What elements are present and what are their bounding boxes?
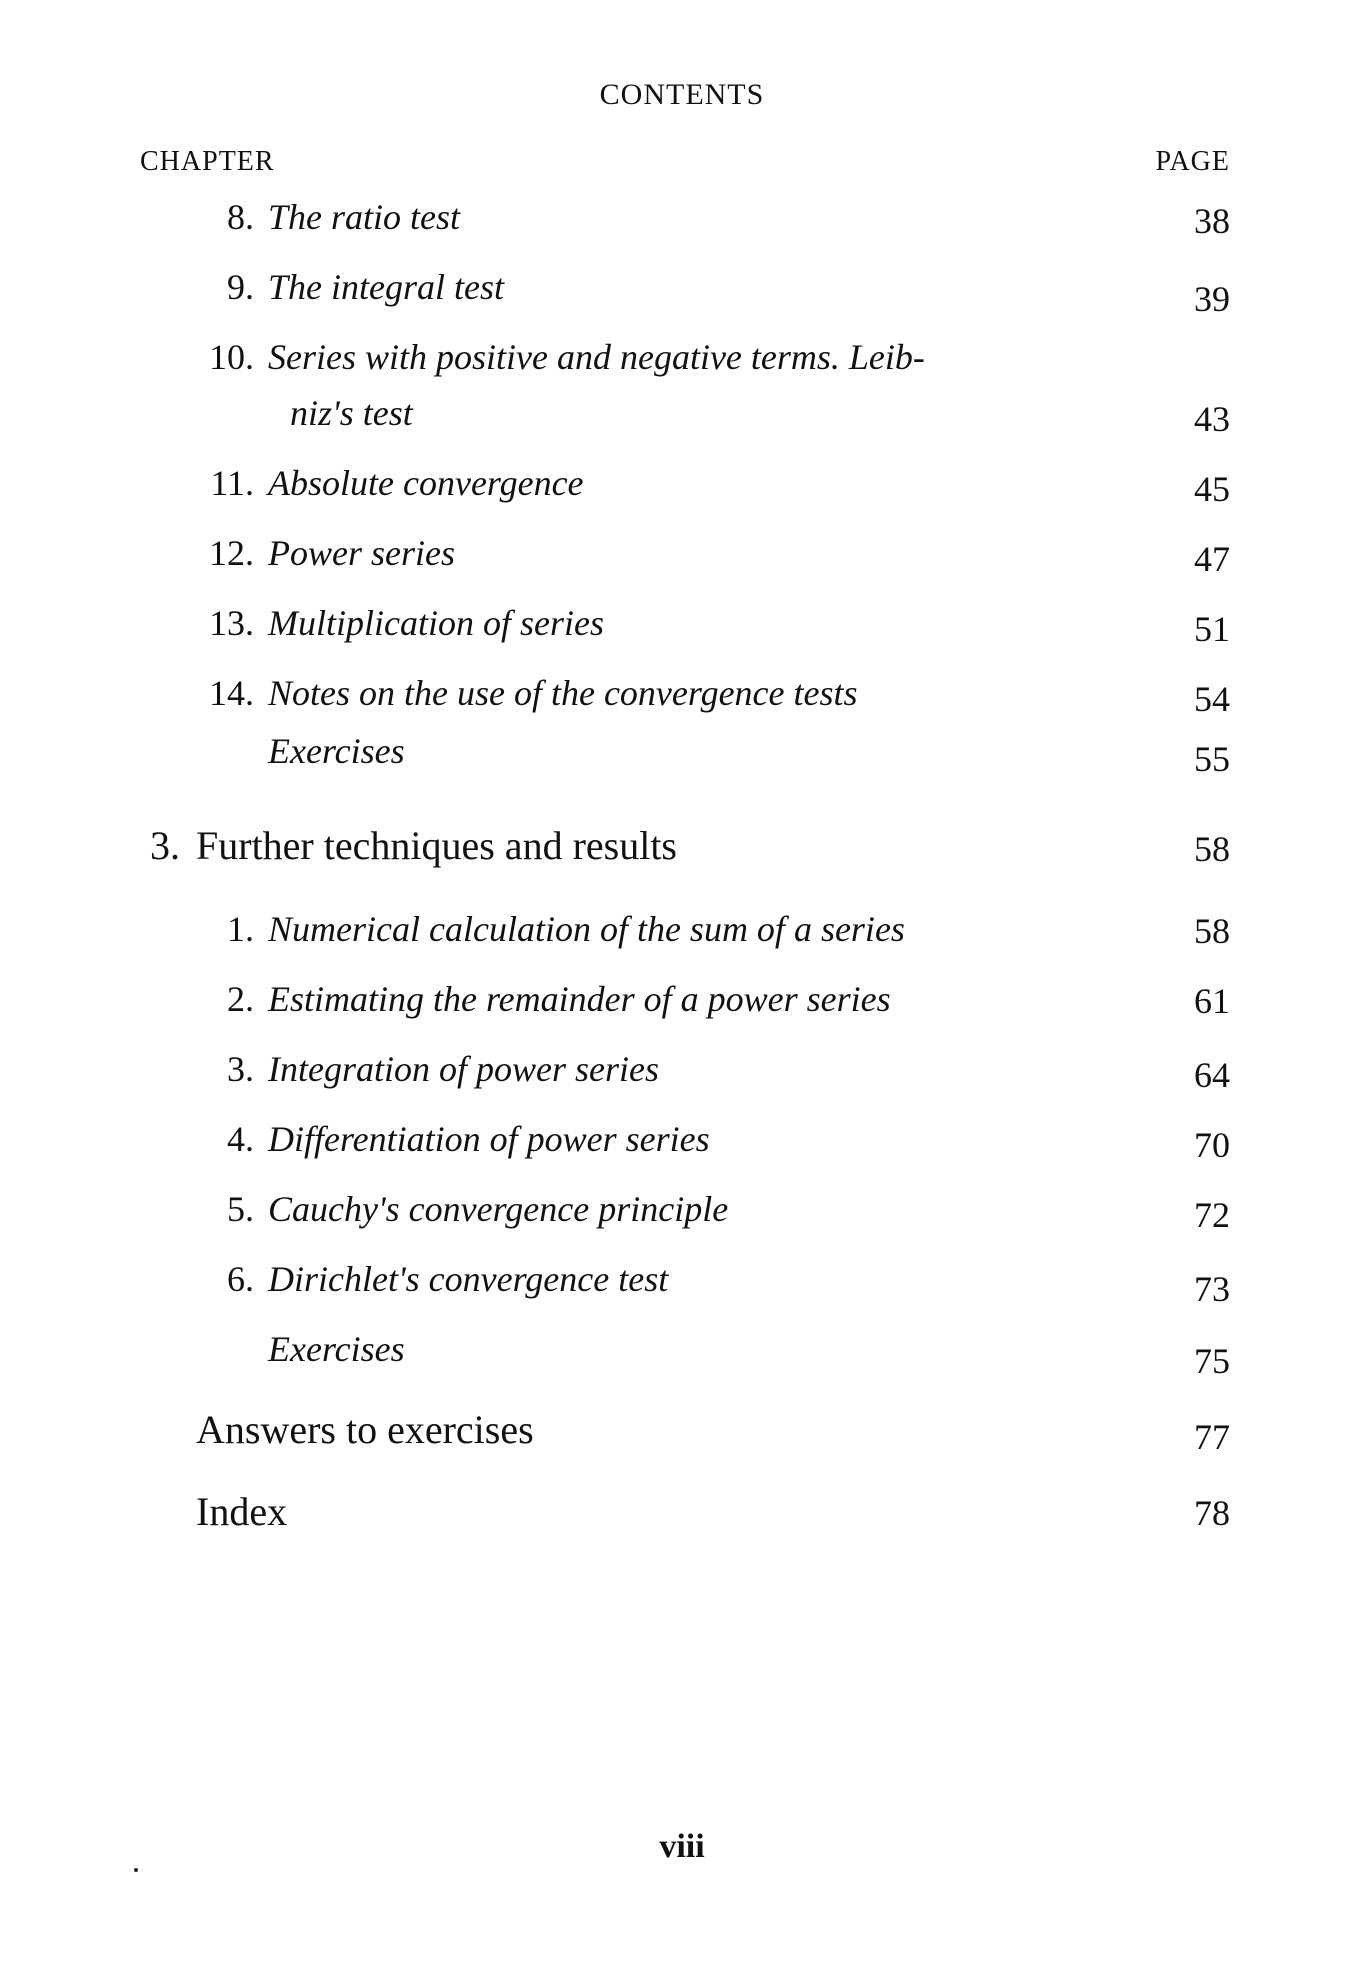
section-number: 9.	[227, 267, 254, 307]
section-number: 4.	[227, 1119, 254, 1159]
section-title: Numerical calculation of the sum of a series	[268, 909, 905, 949]
section-title: The integral test	[268, 267, 504, 307]
section-number: 8.	[227, 197, 254, 237]
section-number: 10.	[209, 337, 254, 377]
toc-entry[interactable]	[0, 1258, 1364, 1308]
section-number: 14.	[209, 673, 254, 713]
page-number: 54	[1194, 679, 1230, 719]
page-number: 51	[1194, 609, 1230, 649]
section-title: Power series	[268, 533, 455, 573]
toc-entry[interactable]	[0, 196, 1364, 246]
chapter-number: 3.	[150, 823, 180, 868]
section-title: Exercises	[268, 731, 405, 771]
back-matter-title: Index	[196, 1489, 288, 1534]
section-title: Absolute convergence	[268, 463, 584, 503]
toc-entry[interactable]	[0, 672, 1364, 722]
page-number: 64	[1194, 1055, 1230, 1095]
page-number: 43	[1194, 399, 1230, 439]
toc-entry[interactable]	[0, 266, 1364, 319]
toc-entry[interactable]	[0, 1048, 1364, 1098]
section-number: 1.	[227, 909, 254, 949]
section-number: 13.	[209, 603, 254, 643]
toc-entry-continuation	[0, 392, 1364, 442]
section-number: 6.	[227, 1259, 254, 1299]
toc-back-matter-entry[interactable]	[0, 1406, 1364, 1456]
page-number: 38	[1194, 201, 1230, 241]
section-title: Differentiation of power series	[268, 1119, 710, 1159]
section-number: 12.	[209, 533, 254, 573]
toc-entry[interactable]	[0, 730, 1364, 780]
chapter-column-label: CHAPTER	[140, 146, 275, 177]
page-number: 77	[1194, 1417, 1230, 1457]
toc-entry[interactable]	[0, 1118, 1364, 1168]
page-number: 61	[1194, 981, 1230, 1021]
toc-entry[interactable]	[0, 462, 1364, 512]
print-speck	[134, 1868, 138, 1872]
section-number: 2.	[227, 979, 254, 1019]
page-column-label: PAGE	[1155, 146, 1230, 177]
page-number: 55	[1194, 739, 1230, 779]
section-title: The ratio test	[268, 197, 461, 237]
section-title-line-2: niz's test	[290, 393, 413, 433]
page-number: 73	[1194, 1269, 1230, 1309]
page-number: 58	[1194, 829, 1230, 869]
page-number: 58	[1194, 911, 1230, 951]
page-number: 39	[1194, 279, 1230, 319]
section-number: 5.	[227, 1189, 254, 1229]
page-number: 47	[1194, 539, 1230, 579]
toc-entry[interactable]	[0, 602, 1364, 652]
section-number: 3.	[227, 1049, 254, 1089]
toc-entry[interactable]	[0, 908, 1364, 958]
section-title: Exercises	[268, 1329, 405, 1369]
section-title: Multiplication of series	[268, 603, 604, 643]
section-title: Notes on the use of the convergence tests	[268, 673, 858, 713]
toc-entry[interactable]	[0, 1328, 1364, 1381]
page-title: CONTENTS	[599, 78, 765, 111]
page-number: 70	[1194, 1125, 1230, 1165]
toc-back-matter-entry[interactable]	[0, 1488, 1364, 1538]
page-folio: viii	[659, 1828, 705, 1865]
page-number: 75	[1194, 1341, 1230, 1381]
toc-entry[interactable]	[0, 1188, 1364, 1238]
section-title-line-1: Series with positive and negative terms. Leib-	[268, 337, 925, 377]
section-number: 11.	[210, 463, 254, 503]
toc-chapter-entry[interactable]	[0, 822, 1364, 872]
toc-entry[interactable]	[0, 532, 1364, 582]
section-title: Integration of power series	[268, 1049, 659, 1089]
page-number: 72	[1194, 1195, 1230, 1235]
back-matter-title: Answers to exercises	[196, 1407, 534, 1452]
section-title: Cauchy's convergence principle	[268, 1189, 729, 1229]
section-title: Estimating the remainder of a power series	[268, 979, 891, 1019]
toc-entry[interactable]	[0, 336, 1364, 386]
section-title: Dirichlet's convergence test	[268, 1259, 669, 1299]
chapter-title: Further techniques and results	[196, 823, 677, 868]
toc-entry[interactable]	[0, 978, 1364, 1028]
page-number: 45	[1194, 469, 1230, 509]
page-number: 78	[1194, 1493, 1230, 1533]
